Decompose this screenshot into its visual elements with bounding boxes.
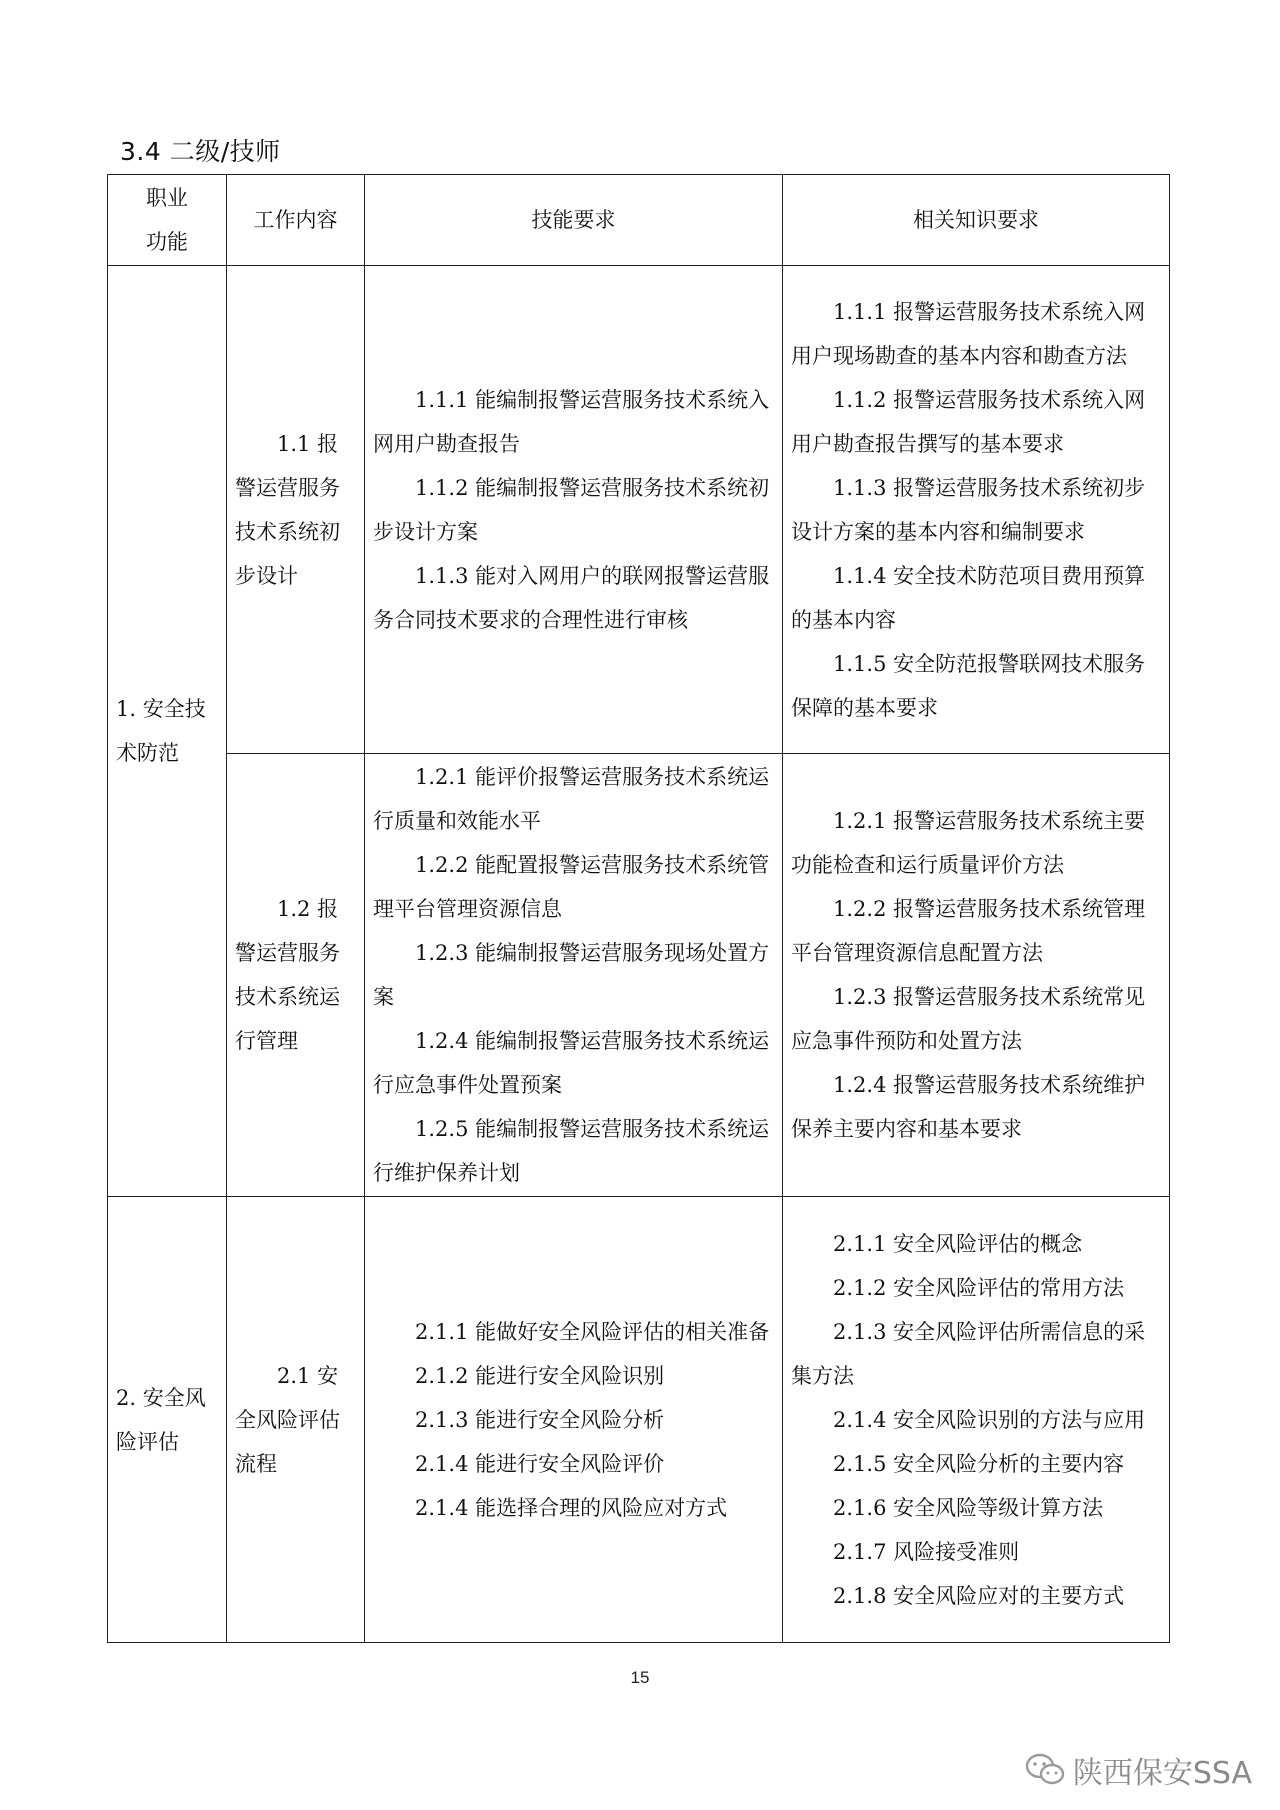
knowledge-item: 1.2.2 报警运营服务技术系统管理平台管理资源信息配置方法 — [791, 897, 1146, 965]
skill-cell — [365, 754, 783, 1197]
skill-item: 1.1.2 能编制报警运营服务技术系统初步设计方案 — [373, 475, 770, 544]
header-work-content: 工作内容 — [227, 175, 365, 266]
knowledge-item: 1.2.3 报警运营服务技术系统常见应急事件预防和处置方法 — [791, 985, 1146, 1053]
table-row — [108, 754, 1170, 1197]
skill-item: 1.1.1 能编制报警运营服务技术系统入网用户勘查报告 — [373, 387, 770, 456]
header-knowledge-requirements: 相关知识要求 — [783, 175, 1170, 266]
table-row — [108, 1197, 1170, 1643]
header-skill-requirements: 技能要求 — [365, 175, 783, 266]
work-content-cell: 1.1 报警运营服务技术系统初步设计 — [227, 266, 365, 754]
header-function-line-1: 职业 — [146, 186, 188, 210]
knowledge-item: 2.1.4 安全风险识别的方法与应用 — [833, 1407, 1146, 1432]
skill-item: 2.1.2 能进行安全风险识别 — [415, 1363, 665, 1388]
skill-item: 1.2.3 能编制报警运营服务现场处置方案 — [373, 941, 770, 1009]
knowledge-item: 2.1.8 安全风险应对的主要方式 — [833, 1583, 1125, 1608]
skill-cell — [365, 1197, 783, 1643]
skill-item: 2.1.3 能进行安全风险分析 — [415, 1407, 665, 1432]
knowledge-item: 2.1.2 安全风险评估的常用方法 — [833, 1275, 1125, 1300]
skill-item: 1.1.3 能对入网用户的联网报警运营服务合同技术要求的合理性进行审核 — [373, 563, 770, 632]
watermark-text: 陕西保安SSA — [1072, 1756, 1252, 1791]
function-cell: 1. 安全技术防范 — [108, 266, 227, 1197]
knowledge-item: 1.2.4 报警运营服务技术系统维护保养主要内容和基本要求 — [791, 1073, 1146, 1141]
section-title: 3.4 二级/技师 — [120, 137, 281, 166]
skill-item: 2.1.4 能进行安全风险评价 — [415, 1451, 665, 1476]
work-content-cell: 1.2 报警运营服务技术系统运行管理 — [227, 754, 365, 1197]
knowledge-item: 1.1.5 安全防范报警联网技术服务保障的基本要求 — [791, 651, 1146, 720]
skill-item: 2.1.4 能选择合理的风险应对方式 — [415, 1495, 728, 1520]
table-header-row — [108, 175, 1170, 266]
skill-item: 1.2.4 能编制报警运营服务技术系统运行应急事件处置预案 — [373, 1029, 770, 1097]
knowledge-item: 1.1.3 报警运营服务技术系统初步设计方案的基本内容和编制要求 — [791, 475, 1146, 544]
skill-cell — [365, 266, 783, 754]
knowledge-cell — [783, 754, 1170, 1197]
skill-requirements-table — [107, 174, 1170, 1643]
knowledge-cell — [783, 1197, 1170, 1643]
skill-item: 1.2.5 能编制报警运营服务技术系统运行维护保养计划 — [373, 1117, 770, 1185]
skill-item: 1.2.1 能评价报警运营服务技术系统运行质量和效能水平 — [373, 765, 770, 833]
header-function — [108, 175, 227, 266]
knowledge-item: 2.1.3 安全风险评估所需信息的采集方法 — [791, 1319, 1146, 1388]
work-content-cell: 2.1 安全风险评估流程 — [227, 1197, 365, 1643]
skill-item: 1.2.2 能配置报警运营服务技术系统管理平台管理资源信息 — [373, 853, 770, 921]
page-number: 15 — [630, 1668, 650, 1687]
watermark — [1025, 1748, 1252, 1792]
table-row — [108, 266, 1170, 754]
knowledge-item: 1.1.1 报警运营服务技术系统入网用户现场勘查的基本内容和勘查方法 — [791, 299, 1146, 368]
knowledge-item: 2.1.7 风险接受准则 — [833, 1539, 1020, 1564]
knowledge-item: 2.1.5 安全风险分析的主要内容 — [833, 1451, 1125, 1476]
header-function-line-2: 功能 — [146, 230, 188, 254]
knowledge-item: 2.1.6 安全风险等级计算方法 — [833, 1495, 1104, 1520]
knowledge-item: 1.1.2 报警运营服务技术系统入网用户勘查报告撰写的基本要求 — [791, 387, 1146, 456]
knowledge-cell — [783, 266, 1170, 754]
wechat-icon — [1025, 1753, 1065, 1787]
skill-item: 2.1.1 能做好安全风险评估的相关准备 — [415, 1319, 770, 1344]
function-cell: 2. 安全风险评估 — [108, 1197, 227, 1643]
knowledge-item: 1.1.4 安全技术防范项目费用预算的基本内容 — [791, 563, 1146, 632]
knowledge-item: 2.1.1 安全风险评估的概念 — [833, 1231, 1083, 1256]
knowledge-item: 1.2.1 报警运营服务技术系统主要功能检查和运行质量评价方法 — [791, 809, 1146, 877]
